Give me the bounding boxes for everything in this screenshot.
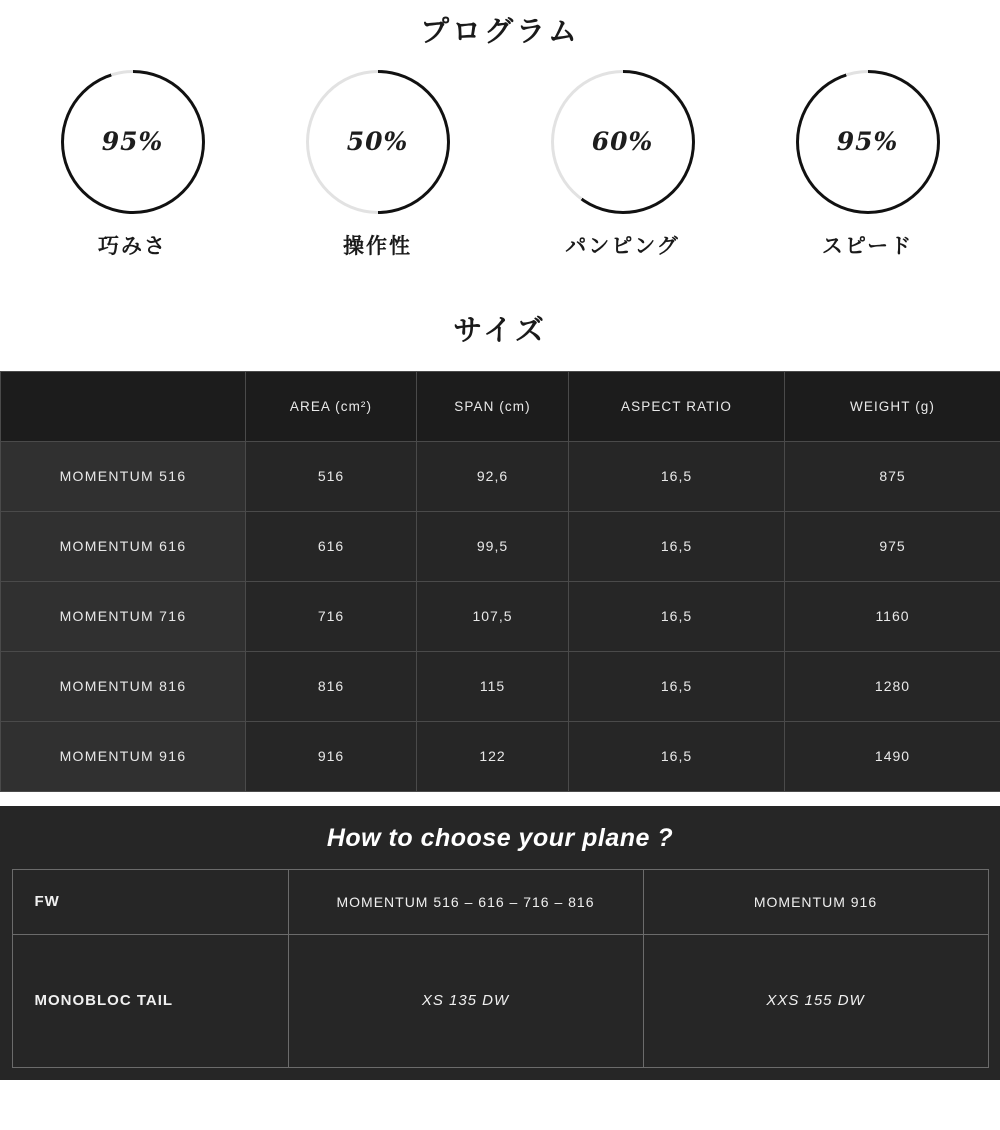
gauge-item-3 bbox=[768, 70, 968, 260]
column-header bbox=[1, 371, 246, 441]
column-header: ASPECT RATIO bbox=[569, 371, 785, 441]
column-header: SPAN (cm) bbox=[417, 371, 569, 441]
choose-plane-title: How to choose your plane ? bbox=[0, 806, 1000, 869]
cell-span: 107,5 bbox=[417, 581, 569, 651]
program-section bbox=[0, 14, 1000, 260]
cell-area: 516 bbox=[246, 441, 417, 511]
progress-ring-icon bbox=[61, 70, 205, 214]
row-model-name: MOMENTUM 916 bbox=[1, 721, 246, 791]
gauge-value: 50% bbox=[347, 127, 409, 156]
cell-span: 115 bbox=[417, 651, 569, 721]
progress-ring-icon bbox=[306, 70, 450, 214]
gauge-label: スピード bbox=[822, 230, 913, 260]
column-header: AREA (cm²) bbox=[246, 371, 417, 441]
cell-span: 122 bbox=[417, 721, 569, 791]
cell-aspect-ratio: 16,5 bbox=[569, 441, 785, 511]
cell-fw-group-2: MOMENTUM 916 bbox=[643, 869, 988, 934]
table-row bbox=[1, 581, 1000, 651]
cell-tail-group-1: XS 135 DW bbox=[288, 934, 643, 1067]
table-header-row bbox=[1, 371, 1000, 441]
cell-weight: 1280 bbox=[785, 651, 1000, 721]
table-row bbox=[12, 869, 988, 934]
choose-plane-section bbox=[0, 806, 1000, 1080]
cell-area: 916 bbox=[246, 721, 417, 791]
cell-area: 616 bbox=[246, 511, 417, 581]
row-model-name: MOMENTUM 516 bbox=[1, 441, 246, 511]
table-row bbox=[1, 441, 1000, 511]
row-model-name: MOMENTUM 816 bbox=[1, 651, 246, 721]
table-row bbox=[1, 721, 1000, 791]
gauge-item-1 bbox=[278, 70, 478, 260]
row-key-fw: FW bbox=[12, 869, 288, 934]
sizes-table bbox=[0, 371, 1000, 792]
table-row bbox=[1, 511, 1000, 581]
row-key-monobloc-tail: MONOBLOC TAIL bbox=[12, 934, 288, 1067]
gauge-item-2 bbox=[523, 70, 723, 260]
gauge-value: 95% bbox=[837, 127, 899, 156]
cell-fw-group-1: MOMENTUM 516 – 616 – 716 – 816 bbox=[288, 869, 643, 934]
cell-tail-group-2: XXS 155 DW bbox=[643, 934, 988, 1067]
sizes-title: サイズ bbox=[0, 308, 1000, 349]
row-model-name: MOMENTUM 716 bbox=[1, 581, 246, 651]
gauge-value: 95% bbox=[102, 127, 164, 156]
cell-weight: 1490 bbox=[785, 721, 1000, 791]
cell-span: 92,6 bbox=[417, 441, 569, 511]
cell-aspect-ratio: 16,5 bbox=[569, 581, 785, 651]
cell-weight: 875 bbox=[785, 441, 1000, 511]
cell-area: 816 bbox=[246, 651, 417, 721]
table-row bbox=[12, 934, 988, 1067]
progress-ring-icon bbox=[796, 70, 940, 214]
cell-aspect-ratio: 16,5 bbox=[569, 651, 785, 721]
gauge-label: 操作性 bbox=[343, 230, 412, 260]
cell-area: 716 bbox=[246, 581, 417, 651]
gauge-label: 巧みさ bbox=[98, 230, 167, 260]
cell-aspect-ratio: 16,5 bbox=[569, 721, 785, 791]
cell-weight: 1160 bbox=[785, 581, 1000, 651]
column-header: WEIGHT (g) bbox=[785, 371, 1000, 441]
row-model-name: MOMENTUM 616 bbox=[1, 511, 246, 581]
progress-ring-icon bbox=[551, 70, 695, 214]
gauge-value: 60% bbox=[592, 127, 654, 156]
gauge-label: パンピング bbox=[565, 230, 680, 260]
program-title: プログラム bbox=[0, 14, 1000, 52]
cell-aspect-ratio: 16,5 bbox=[569, 511, 785, 581]
choose-plane-table bbox=[12, 869, 989, 1068]
table-row bbox=[1, 651, 1000, 721]
cell-weight: 975 bbox=[785, 511, 1000, 581]
sizes-section bbox=[0, 308, 1000, 792]
cell-span: 99,5 bbox=[417, 511, 569, 581]
gauge-row bbox=[0, 70, 1000, 260]
gauge-item-0 bbox=[33, 70, 233, 260]
